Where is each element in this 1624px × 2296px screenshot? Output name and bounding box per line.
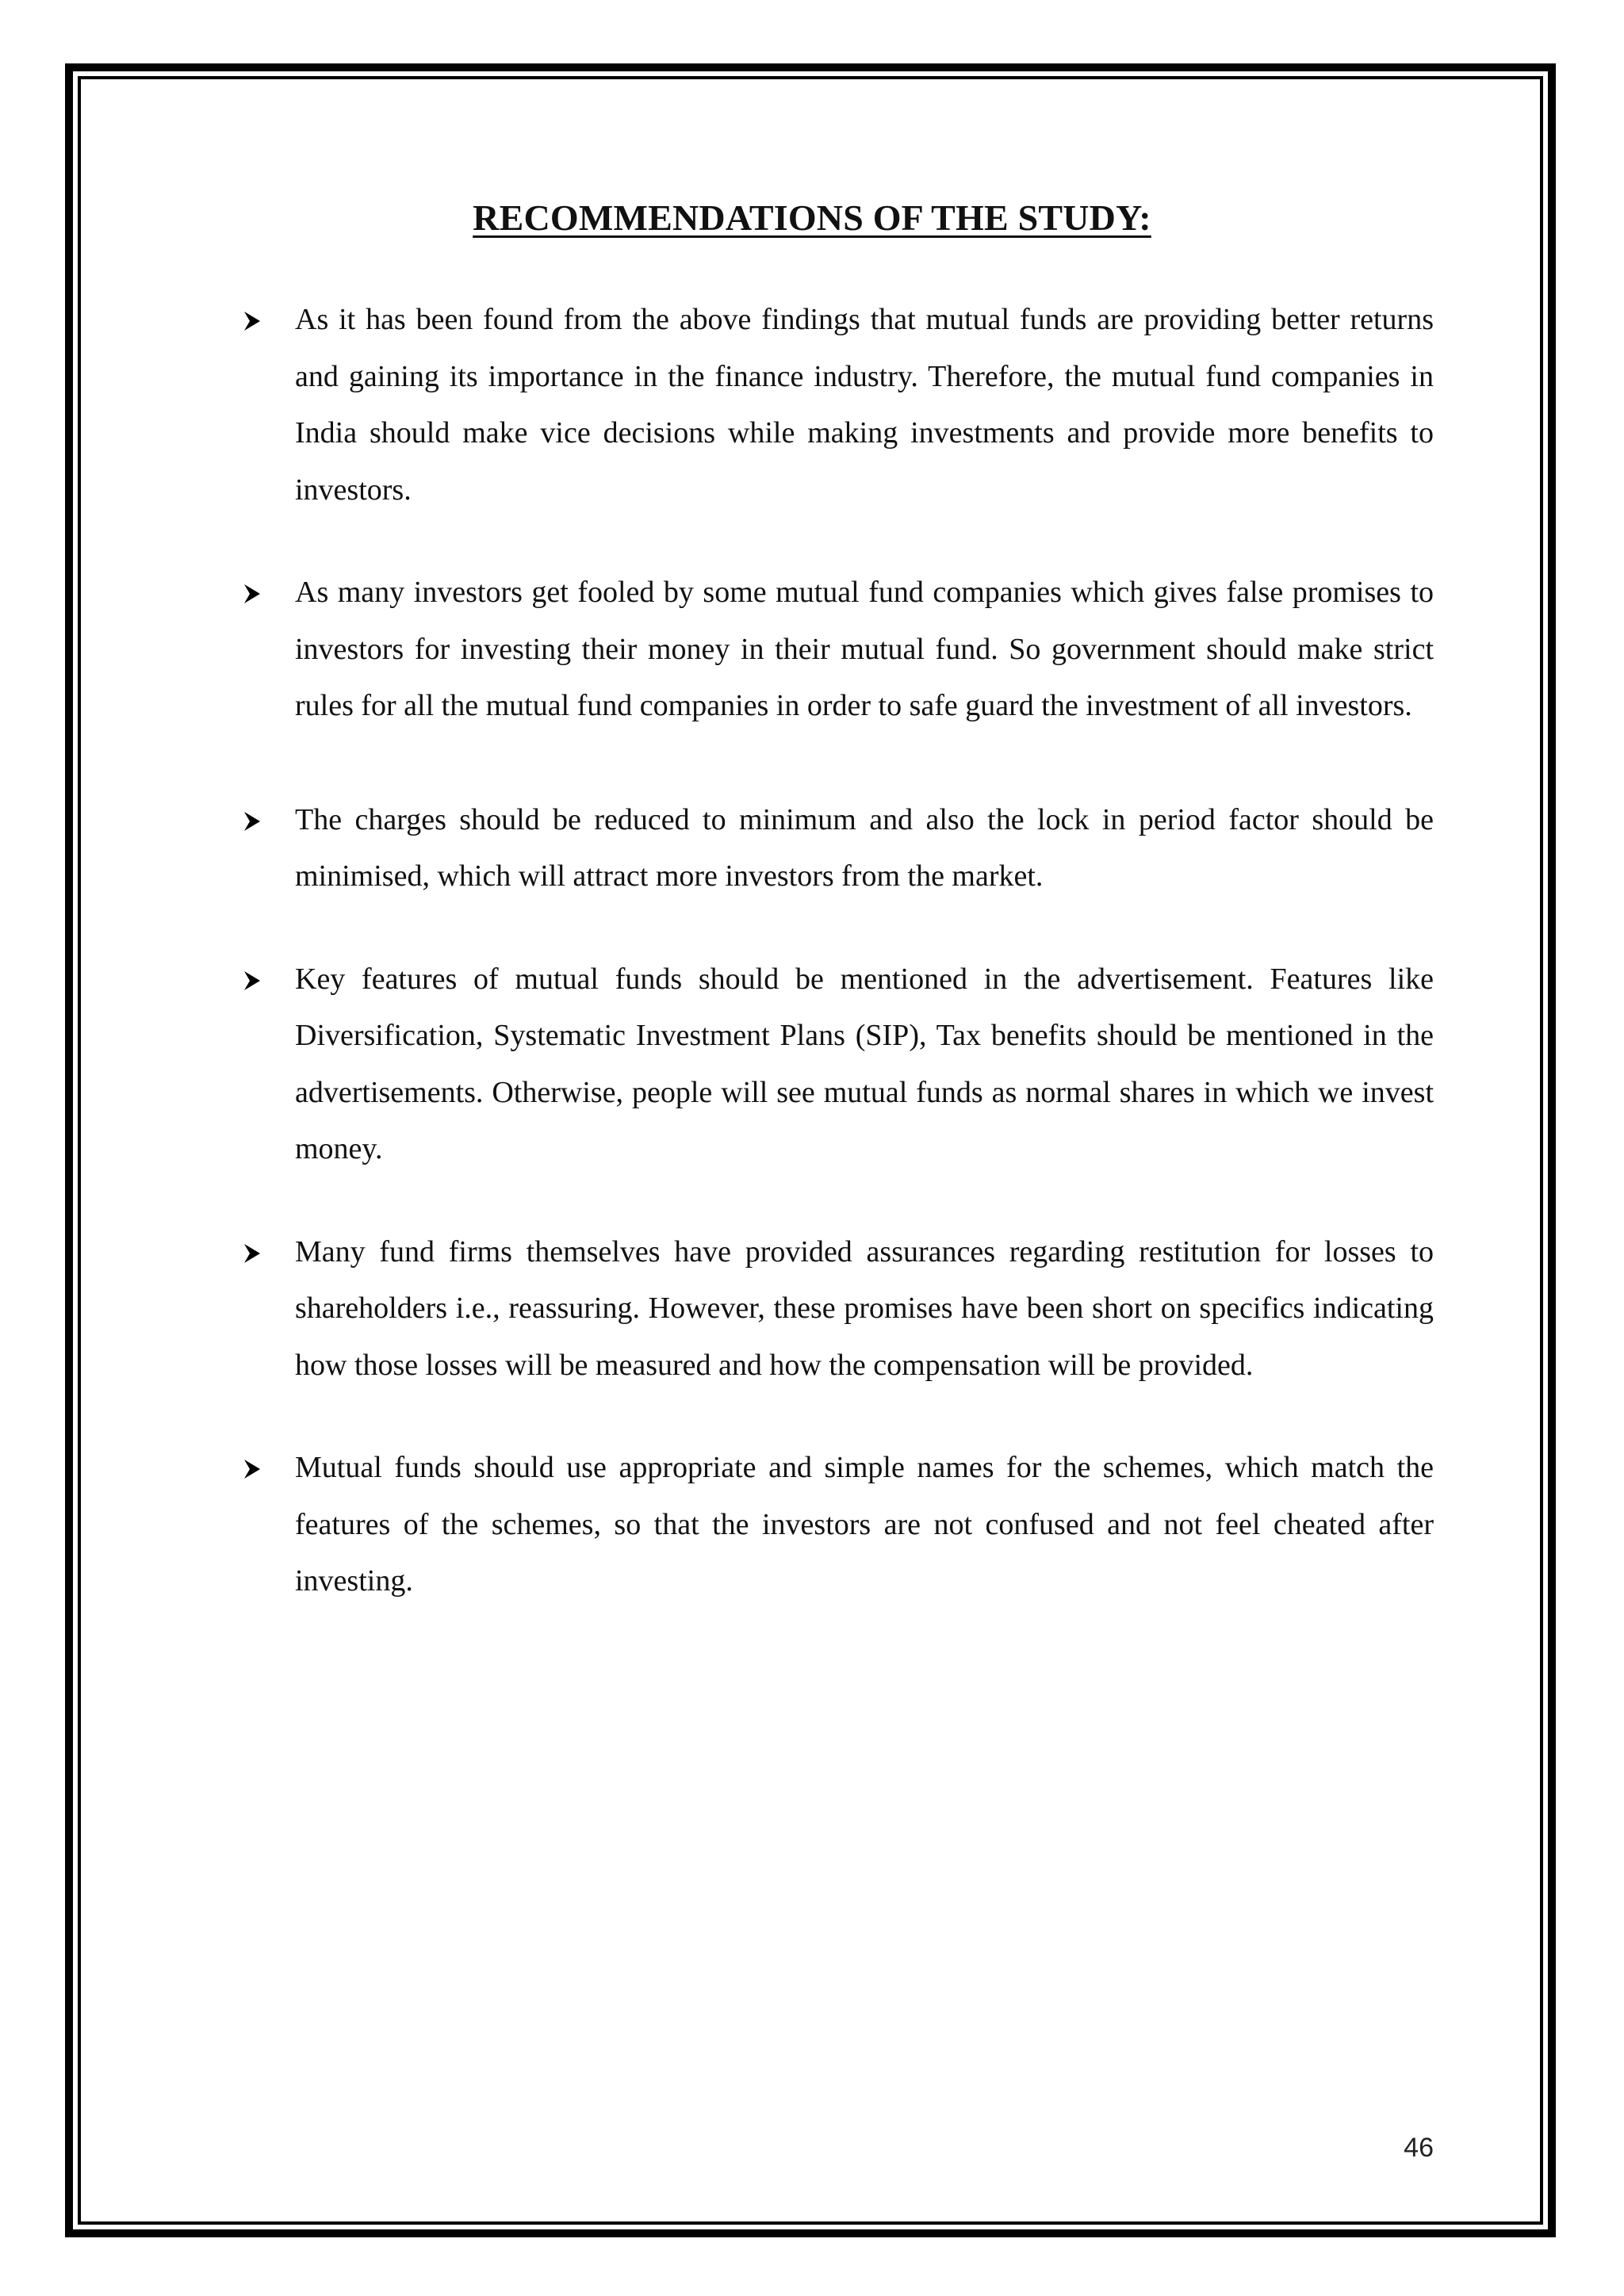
recommendation-item [243,1224,1434,1395]
recommendation-item [243,1440,1434,1610]
page-heading: RECOMMENDATIONS OF THE STUDY: [473,197,1151,238]
recommendation-text: As many investors get fooled by some mutual fund companies which gives false promises to investors for investing their money in their mutual fund. So government should make strict rules for all the mutual fund companies in order to safe guard the investment of all investors. [295,576,1434,722]
recommendation-item [243,292,1434,519]
page-number: 46 [1404,2133,1434,2163]
recommendation-text: The charges should be reduced to minimum and also the lock in period factor should be minimised, which will attract more investors from the market. [295,802,1434,893]
recommendation-text: Mutual funds should use appropriate and simple names for the schemes, which match the features of the schemes, so that the investors are not confused and not feel cheated after investing. [295,1451,1434,1598]
recommendation-item [243,951,1434,1178]
recommendation-item [243,792,1434,905]
recommendation-item [243,564,1434,735]
recommendations-list [243,292,1434,1610]
recommendation-text: Many fund firms themselves have provided assurances regarding restitution for losses to shareholders i.e., reassuring. However, these promises have been short on specifics indicating how those losses will be measured and how the compensation will be provided. [295,1234,1434,1382]
recommendation-text: As it has been found from the above findings that mutual funds are providing better returns and gaining its importance in the finance industry. Therefore, the mutual fund companies in India should make vice decisions while making investments and provide more benefits to investors. [295,303,1434,507]
recommendation-text: Key features of mutual funds should be mentioned in the advertisement. Features like Diversification, Systematic Investment Plans (SIP), Tax benefits should be mentioned in the advertisements. Otherwise, people will see mutual funds as normal shares in which we invest money. [295,962,1434,1165]
